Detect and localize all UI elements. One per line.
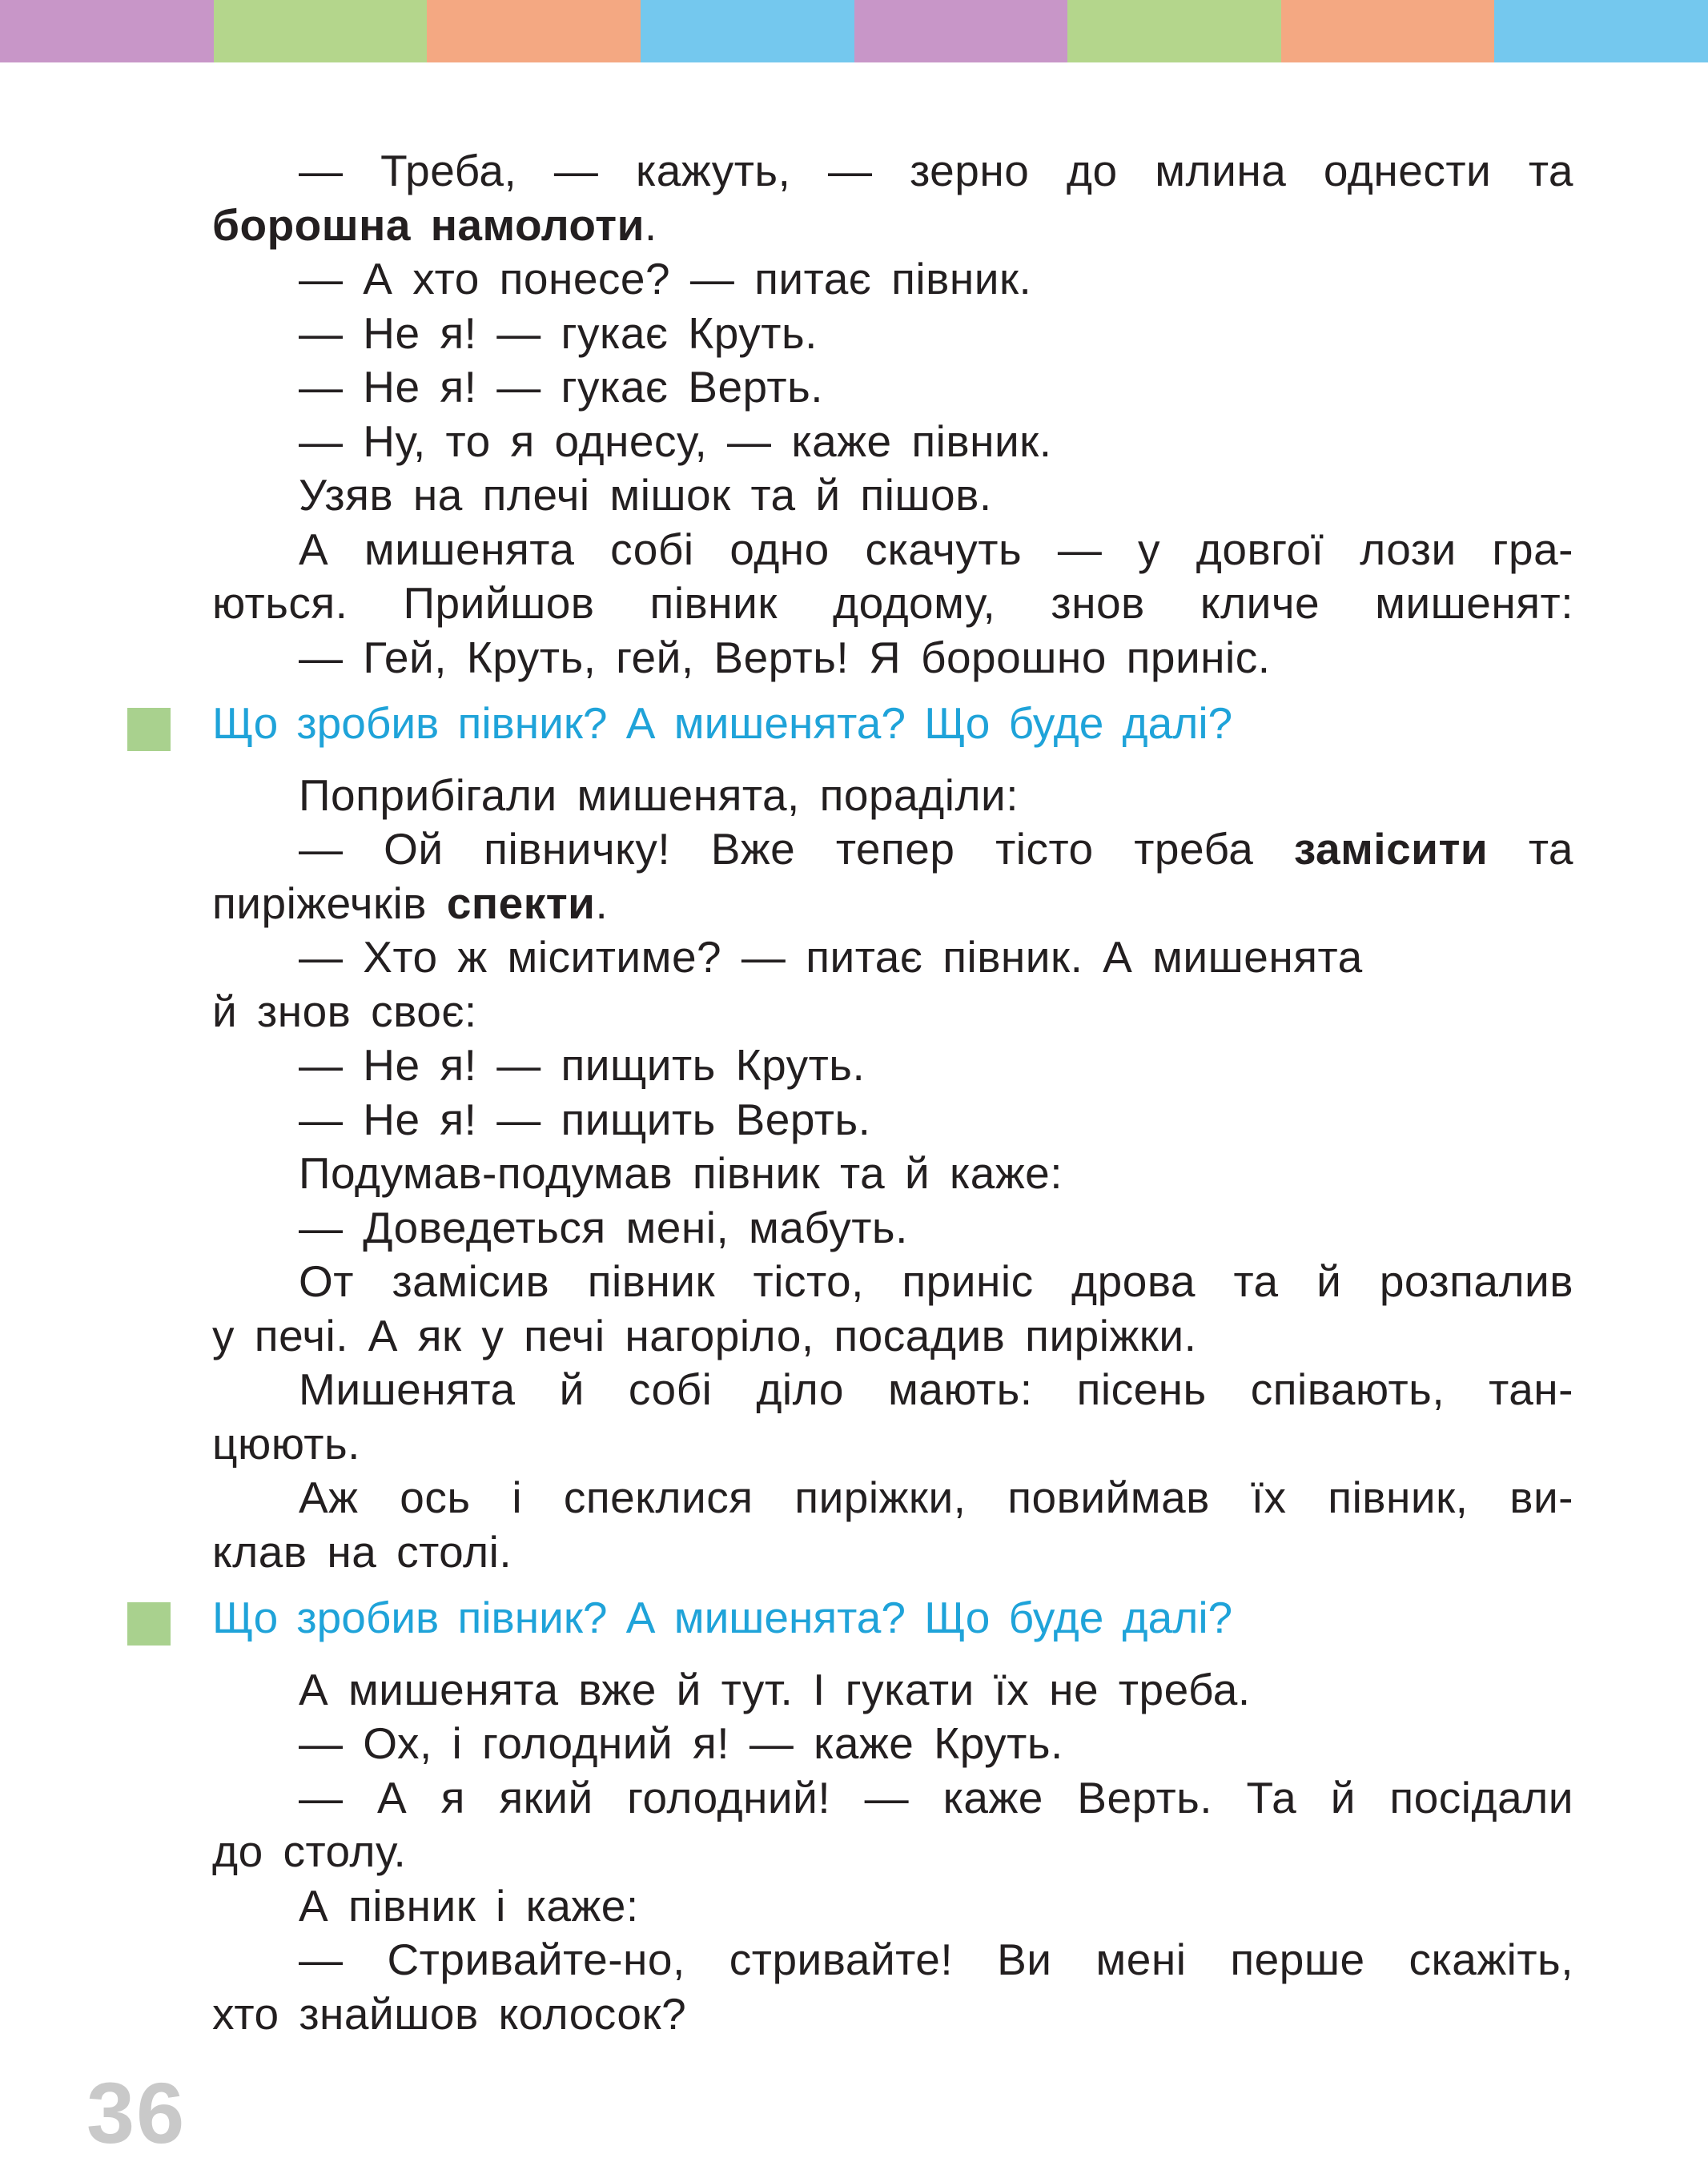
text-line: хто знайшов колосок? — [212, 1988, 687, 2039]
text-line: — А я який голодний! — каже Верть. Та й посідали — [299, 1772, 1573, 1822]
strip-segment — [0, 0, 214, 62]
top-color-strip — [0, 0, 1708, 62]
paragraph-block-3 — [212, 1663, 1573, 2042]
text-line: — Доведеться мені, мабуть. — [299, 1202, 908, 1252]
text-line: борошна намолоти. — [212, 199, 657, 250]
question-prompt — [212, 697, 1573, 751]
text-line: — Не я! — гукає Верть. — [299, 362, 824, 412]
question-prompt — [212, 1591, 1573, 1646]
text-line: — Не я! — пищить Верть. — [299, 1094, 871, 1144]
question-marker-square — [127, 708, 171, 751]
strip-segment — [214, 0, 428, 62]
text-line: Мишенята й собі діло мають: пісень співають, тан- — [299, 1364, 1573, 1414]
question-marker-square — [127, 1602, 171, 1646]
text-line: — Не я! — гукає Круть. — [299, 307, 818, 358]
paragraph-block-1 — [212, 144, 1573, 685]
text-line: ються. Прийшов півник додому, знов кличе мишенят: — [212, 578, 1573, 628]
text-line: Узяв на плечі мішок та й пішов. — [299, 470, 992, 520]
text-line: — Стривайте-но, стривайте! Ви мені перше скажіть, — [299, 1935, 1573, 1984]
text-line: — Ой півничку! Вже тепер тісто треба замісити та — [299, 824, 1573, 874]
strip-segment — [1067, 0, 1281, 62]
text-line: й знов своє: — [212, 986, 477, 1036]
strip-segment — [1281, 0, 1495, 62]
strip-segment — [427, 0, 641, 62]
text-line: — Ну, то я однесу, — каже півник. — [299, 416, 1052, 466]
page-number: 36 — [86, 2064, 187, 2161]
text-line: — Гей, Круть, гей, Верть! Я борошно приніс. — [299, 632, 1271, 682]
strip-segment — [854, 0, 1068, 62]
text-line: Поприбігали мишенята, пораділи: — [299, 770, 1019, 820]
bold-term: замісити — [1293, 824, 1489, 874]
text-line: — Ох, і голодний я! — каже Круть. — [299, 1718, 1063, 1768]
text-line: — Хто ж міситиме? — питає півник. А мишенята — [299, 932, 1363, 982]
text-line: — Треба, — кажуть, — зерно до млина однести та — [299, 146, 1573, 195]
text-line: А півник і каже: — [299, 1880, 639, 1931]
strip-segment — [641, 0, 854, 62]
story-text — [212, 144, 1573, 2041]
question-text: Що зробив півник? А мишенята? Що буде далі? — [212, 1593, 1233, 1642]
text-line: А мишенята собі одно скачуть — у довгої лози гра- — [299, 524, 1573, 574]
strip-segment — [1494, 0, 1708, 62]
text-line: Аж ось і спеклися пиріжки, повиймав їх півник, ви- — [299, 1473, 1573, 1522]
paragraph-block-2 — [212, 769, 1573, 1580]
text-line: — А хто понесе? — питає півник. — [299, 254, 1032, 303]
text-line: клав на столі. — [212, 1526, 512, 1577]
question-text: Що зробив півник? А мишенята? Що буде далі? — [212, 698, 1233, 748]
text-line: у печі. А як у печі нагоріло, посадив пиріжки. — [212, 1310, 1197, 1360]
bold-term: спекти — [446, 878, 596, 928]
text-line: пиріжечків спекти. — [212, 878, 609, 928]
text-line: до столу. — [212, 1826, 407, 1876]
bold-term: борошна намолоти — [212, 199, 645, 250]
text-line: — Не я! — пищить Круть. — [299, 1040, 866, 1090]
text-line: цюють. — [212, 1418, 360, 1469]
text-line: Подумав-подумав півник та й каже: — [299, 1148, 1063, 1198]
text-line: А мишенята вже й тут. І гукати їх не треба. — [299, 1664, 1251, 1714]
text-line: От замісив півник тісто, приніс дрова та й розпалив — [299, 1256, 1573, 1306]
